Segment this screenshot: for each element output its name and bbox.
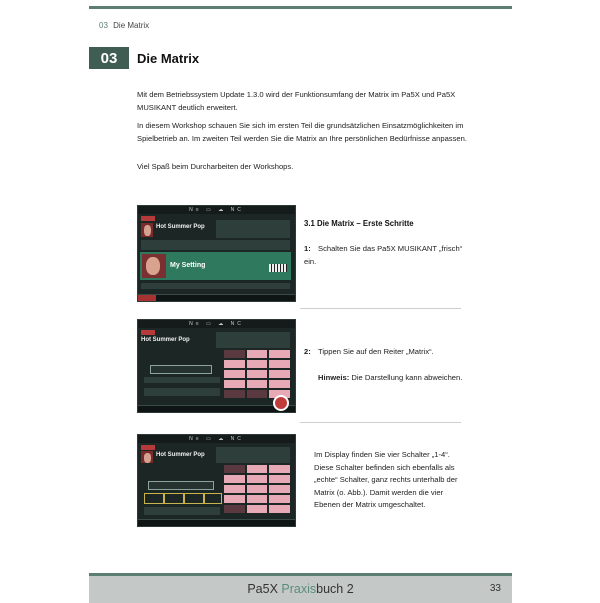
hint-text: Die Darstellung kann abweichen. — [349, 373, 463, 382]
screenshot-matrix-switches — [137, 434, 296, 527]
divider — [300, 308, 461, 309]
matrix-cell — [269, 475, 290, 483]
tab-bar — [138, 294, 295, 301]
intro-paragraph-2: In diesem Workshop schauen Sie sich im ersten Teil die grundsätzlichen Einsatzmöglichkeiten im Spielbetrieb an. Im zweiten Teil werden Sie die Matrix an Ihre persönlichen Bedürfnisse anpassen. — [137, 121, 467, 143]
matrix-cell — [269, 380, 290, 388]
matrix-cell — [247, 380, 268, 388]
hint-note — [304, 372, 478, 385]
intro-paragraph-3: Viel Spaß beim Durcharbeiten der Workshops. — [137, 162, 294, 171]
screenshot-matrix — [137, 319, 296, 413]
step-1 — [304, 243, 464, 268]
matrix-cell — [247, 370, 268, 378]
hint-label: Hinweis: — [318, 373, 350, 382]
track-row — [141, 283, 290, 289]
book-title-part-2: Praxis — [281, 582, 317, 596]
matrix-cell — [224, 360, 245, 368]
style-tag — [141, 330, 155, 335]
matrix-cell — [269, 505, 290, 513]
step-text: Tippen Sie auf den Reiter „Matrix“. — [318, 347, 434, 356]
section-title: 3.1 Die Matrix – Erste Schritte — [304, 219, 414, 228]
matrix-cell — [269, 350, 290, 358]
style-name: Hot Summer Pop — [156, 224, 205, 230]
pad-switch-row — [144, 377, 220, 383]
status-bar: N≡ ▭ ☁ NC — [138, 435, 295, 443]
style-thumbnail — [141, 223, 153, 237]
setting-avatar — [142, 254, 166, 278]
matrix-cell — [269, 495, 290, 503]
book-title-part-3: buch 2 — [316, 582, 354, 596]
matrix-cell — [247, 475, 268, 483]
matrix-cell — [247, 350, 268, 358]
page-number: 33 — [489, 583, 501, 594]
matrix-cell — [247, 465, 268, 473]
style-name: Hot Summer Pop — [156, 452, 205, 458]
active-tab — [138, 295, 156, 301]
running-header — [99, 21, 149, 30]
pad-switch-4 — [204, 493, 222, 504]
step-2 — [304, 346, 464, 359]
step-number: 1: — [304, 244, 311, 253]
setting-panel — [140, 252, 291, 280]
style-thumbnail — [141, 451, 153, 463]
matrix-cell — [247, 485, 268, 493]
pad-switch-3 — [184, 493, 204, 504]
tab-bar — [138, 405, 295, 412]
matrix-cell — [247, 505, 268, 513]
song-panel — [216, 332, 290, 348]
pads-selector — [148, 481, 214, 490]
matrix-grid — [224, 465, 290, 513]
status-bar: N≡ ▭ ☁ NC — [138, 320, 295, 328]
matrix-cell — [247, 390, 268, 398]
pads-selector — [150, 365, 212, 374]
matrix-cell — [224, 505, 245, 513]
sound-row — [141, 240, 290, 250]
matrix-cell — [269, 370, 290, 378]
matrix-cell — [224, 465, 245, 473]
book-title — [89, 582, 512, 596]
status-bar: N≡ ▭ ☁ NC — [138, 206, 295, 214]
intro-paragraph-1: Mit dem Betriebssystem Update 1.3.0 wird der Funktionsumfang der Matrix im Pa5X und Pa5X MUSIKANT deutlich erweitert. — [137, 90, 456, 112]
matrix-cell — [224, 485, 245, 493]
matrix-cell — [224, 475, 245, 483]
matrix-cell — [269, 485, 290, 493]
tab-bar — [138, 519, 295, 526]
style-tag — [141, 445, 155, 450]
matrix-cell — [224, 390, 245, 398]
setting-name: My Setting — [170, 262, 206, 269]
matrix-cell — [224, 380, 245, 388]
divider — [300, 422, 461, 423]
matrix-cell — [247, 495, 268, 503]
header-chapter-label: Die Matrix — [113, 21, 150, 30]
header-chapter-number: 03 — [99, 21, 108, 30]
matrix-cell — [224, 370, 245, 378]
matrix-cell — [269, 465, 290, 473]
pad-switch-2 — [164, 493, 184, 504]
style-name: Hot Summer Pop — [141, 337, 190, 343]
matrix-cell — [247, 360, 268, 368]
matrix-cell — [224, 495, 245, 503]
song-panel — [216, 447, 290, 463]
book-title-part-1: Pa5X — [247, 582, 282, 596]
chapter-number-box: 03 — [89, 47, 129, 69]
chapter-title: Die Matrix — [137, 51, 200, 66]
pad-label-row — [144, 507, 220, 515]
pad-label-row — [144, 388, 220, 396]
style-tag — [141, 216, 155, 221]
step-3-text: Im Display finden Sie vier Schalter „1-4“. Diese Schalter befinden sich ebenfalls als „echte“ Schalter, ganz rechts unterhalb der Matrix (o. Abb.). Damit werden die vier Ebenen der Matrix umgeschaltet. — [314, 450, 458, 510]
matrix-grid — [224, 350, 290, 398]
touch-indicator — [273, 395, 289, 411]
matrix-cell — [224, 350, 245, 358]
keyboard-icon — [269, 264, 287, 272]
top-rule — [89, 6, 512, 9]
pad-switch-1 — [144, 493, 164, 504]
step-number: 2: — [304, 347, 311, 356]
page-footer — [89, 573, 512, 603]
song-panel — [216, 220, 290, 238]
step-text: Schalten Sie das Pa5X MUSIKANT „frisch“ ein. — [304, 244, 463, 266]
screenshot-home — [137, 205, 296, 302]
matrix-cell — [269, 360, 290, 368]
